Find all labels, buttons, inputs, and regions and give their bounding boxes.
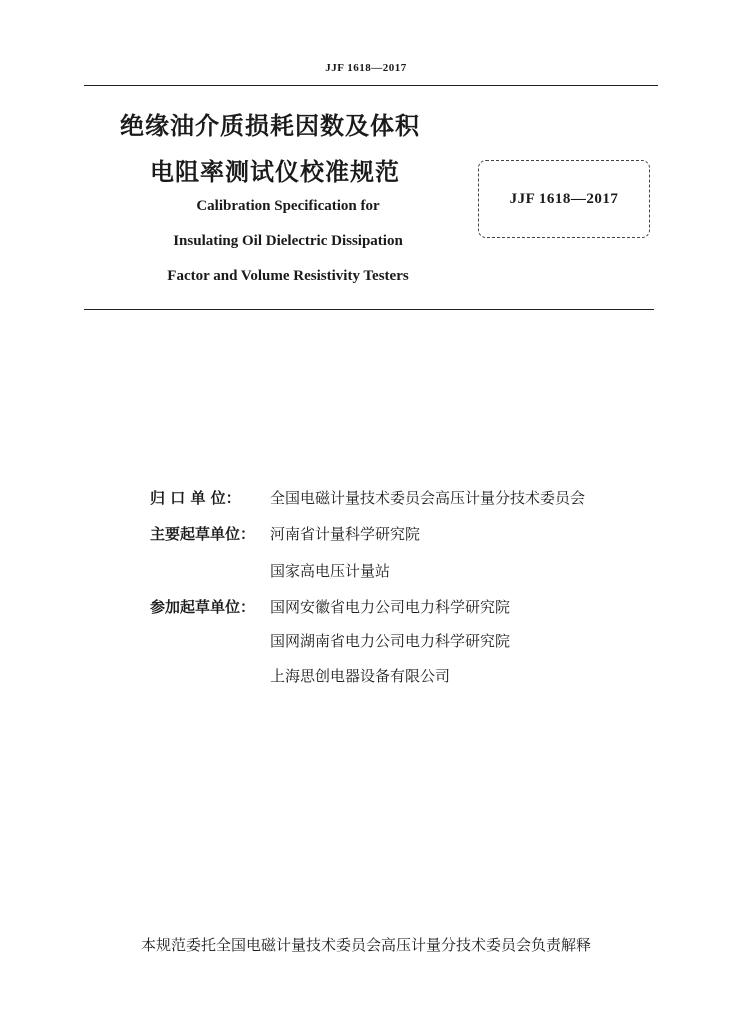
title-english-line-2: Insulating Oil Dielectric Dissipation [173,233,403,249]
header-standard-code: JJF 1618—2017 [325,62,407,74]
title-chinese-line-2: 电阻率测试仪校准规范 [150,158,400,186]
standard-code-box-text: JJF 1618—2017 [509,190,619,207]
interpretation-note: 本规范委托全国电磁计量技术委员会高压计量分技术委员会负责解释 [140,936,591,954]
bottom-rule-divider [84,309,654,310]
top-rule-divider [84,85,658,86]
responsible-unit-value: 全国电磁计量技术委员会高压计量分技术委员会 [270,489,586,507]
main-drafting-unit-label: 主要起草单位： [150,525,256,543]
main-drafting-unit-2: 国家高电压计量站 [270,562,391,580]
main-drafting-unit-1: 河南省计量科学研究院 [270,525,421,543]
title-english-line-1: Calibration Specification for [196,198,380,214]
participating-drafting-unit-3: 上海思创电器设备有限公司 [270,667,451,685]
main-drafting-unit-row [150,523,670,549]
participating-drafting-unit-row [150,596,670,622]
responsible-unit-row [150,487,670,513]
responsible-unit-label: 归 口 单 位： [150,489,241,507]
standard-code-box [478,160,650,238]
title-chinese-line-1: 绝缘油介质损耗因数及体积 [120,112,420,140]
participating-drafting-unit-1: 国网安徽省电力公司电力科学研究院 [270,598,511,616]
title-english-line-3: Factor and Volume Resistivity Testers [167,268,409,284]
participating-drafting-unit-2: 国网湖南省电力公司电力科学研究院 [270,632,511,650]
participating-drafting-unit-label: 参加起草单位： [150,598,256,616]
